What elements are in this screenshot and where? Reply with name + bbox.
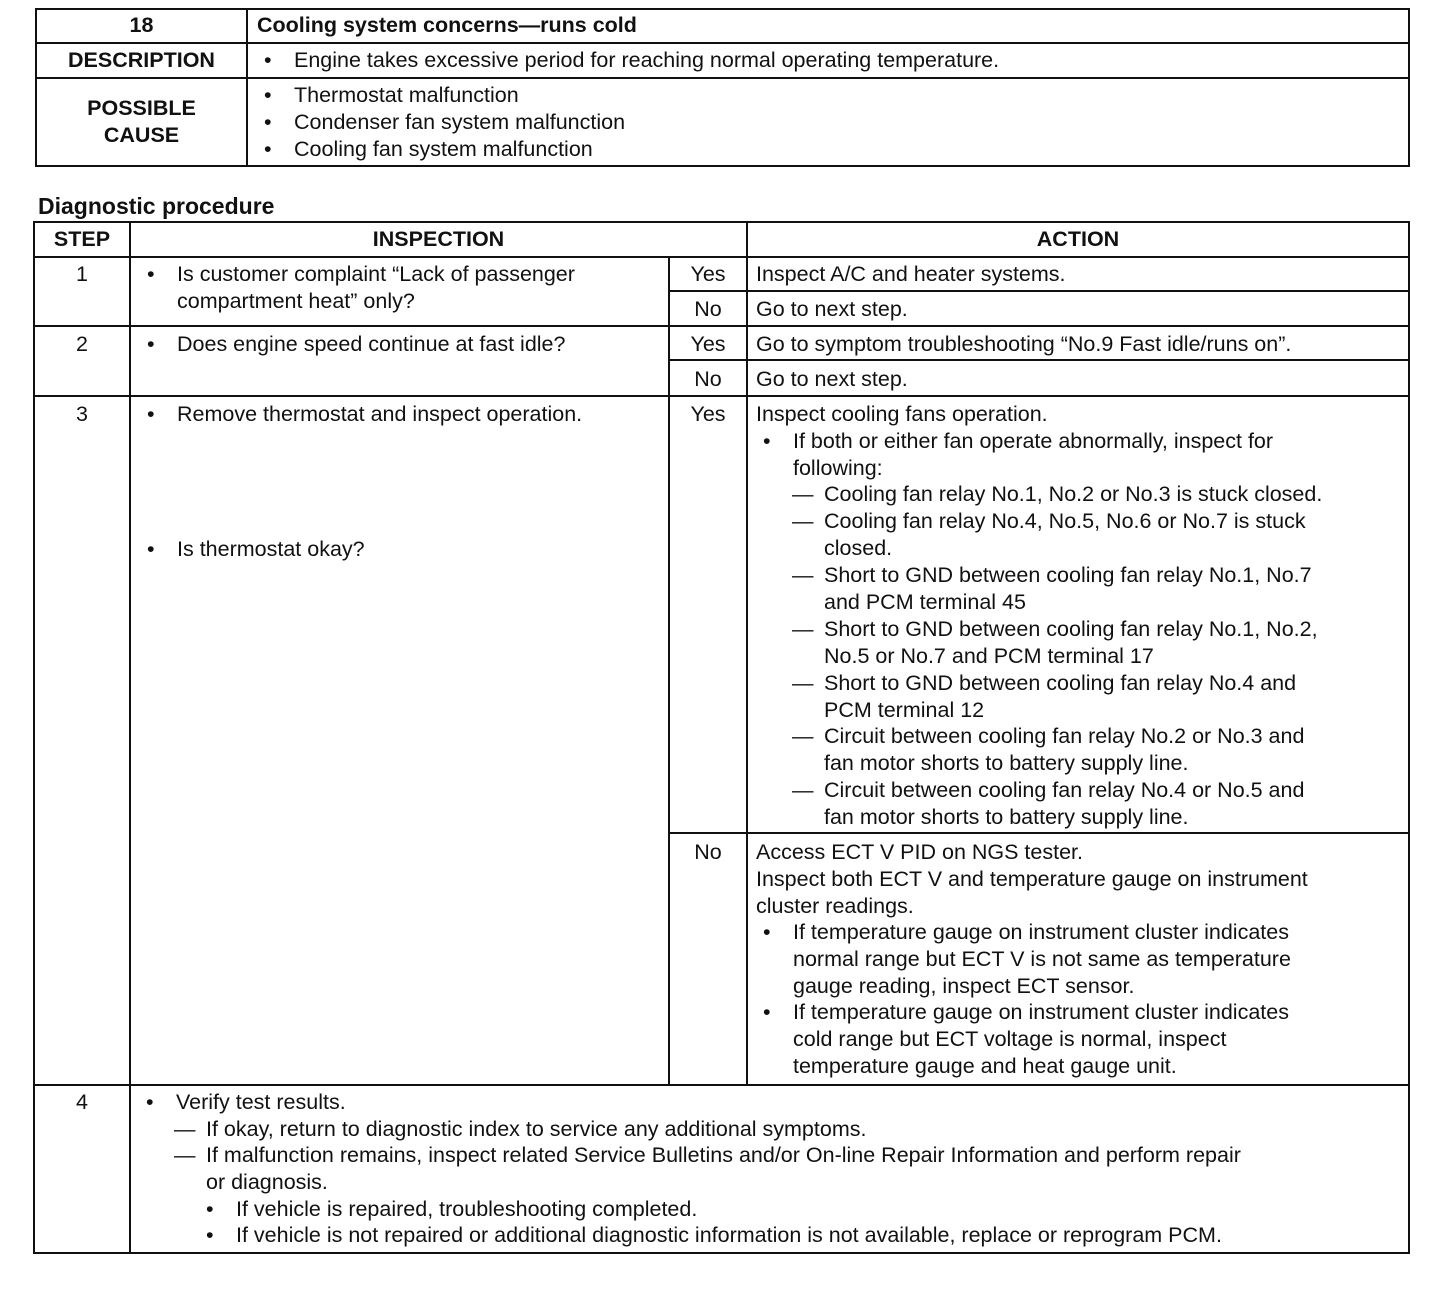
cause-item: • Condenser fan system malfunction: [294, 109, 625, 136]
header-inspection: INSPECTION: [372, 227, 505, 251]
step3-yes-intro: Inspect cooling fans operation.: [756, 402, 1048, 426]
step-number: 2: [76, 332, 88, 356]
step1-no-action: Go to next step.: [756, 297, 908, 321]
divider: [668, 359, 1410, 361]
step3-no-intro-line: Access ECT V PID on NGS tester.: [756, 840, 1083, 864]
divider: [668, 290, 1410, 292]
step3-yes-dash-line: — Short to GND between cooling fan relay No.1, No.7: [824, 562, 1312, 589]
divider: [246, 8, 248, 167]
step2-inspection: • Does engine speed continue at fast idle?: [177, 331, 565, 358]
step-number: 3: [76, 402, 88, 426]
divider: [668, 832, 1410, 834]
step3-yes-bullet-line: • If both or either fan operate abnormally, inspect for: [793, 428, 1273, 455]
step3-no-bullet-line: • If temperature gauge on instrument cluster indicates: [793, 999, 1289, 1026]
divider: [33, 1084, 1410, 1086]
yes-label: Yes: [690, 332, 726, 356]
step1-inspection-line: compartment heat” only?: [177, 289, 415, 313]
step3-yes-dash-line: — Cooling fan relay No.1, No.2 or No.3 is stuck closed.: [824, 481, 1322, 508]
step3-no-bullet-line: normal range but ECT V is not same as temperature: [793, 947, 1291, 971]
step4-dash-line: — If okay, return to diagnostic index to service any additional symptoms.: [206, 1116, 866, 1143]
divider: [35, 77, 1410, 79]
step3-no-bullet-line: cold range but ECT voltage is normal, inspect: [793, 1027, 1227, 1051]
no-label: No: [694, 367, 722, 391]
step3-no-intro-line: Inspect both ECT V and temperature gauge on instrument: [756, 867, 1308, 891]
no-label: No: [694, 840, 722, 864]
divider: [33, 395, 1410, 397]
divider: [746, 221, 748, 1085]
step4-bullet: • Verify test results.: [176, 1089, 346, 1116]
step3-yes-dash-line: — Circuit between cooling fan relay No.4 or No.5 and: [824, 777, 1304, 804]
step1-yes-action: Inspect A/C and heater systems.: [756, 262, 1066, 286]
header-step: STEP: [53, 227, 111, 251]
description-label: DESCRIPTION: [68, 48, 215, 72]
step3-yes-dash-line: No.5 or No.7 and PCM terminal 17: [824, 644, 1154, 668]
step3-yes-bullet-line: following:: [793, 456, 883, 480]
divider: [129, 221, 131, 1254]
symptom-number: 18: [129, 13, 154, 37]
step3-no-intro-line: cluster readings.: [756, 894, 914, 918]
step3-yes-dash-line: closed.: [824, 536, 893, 560]
step3-yes-dash-line: fan motor shorts to battery supply line.: [824, 751, 1189, 775]
step-number: 1: [76, 262, 88, 286]
yes-label: Yes: [690, 402, 726, 426]
cause-label-line-1: POSSIBLE: [87, 96, 196, 120]
cause-item: • Thermostat malfunction: [294, 82, 519, 109]
symptom-title: Cooling system concerns—runs cold: [257, 13, 637, 37]
cause-item: • Cooling fan system malfunction: [294, 136, 593, 163]
step4-sub-bullet: • If vehicle is not repaired or additional diagnostic information is not available, replace or reprogram PCM.: [236, 1222, 1222, 1249]
divider: [35, 42, 1410, 44]
step3-yes-dash-line: PCM terminal 12: [824, 698, 985, 722]
step4-dash-line: — If malfunction remains, inspect related Service Bulletins and/or On-line Repair Information and perform repair: [206, 1142, 1241, 1169]
step2-no-action: Go to next step.: [756, 367, 908, 391]
step3-yes-dash-line: — Short to GND between cooling fan relay No.1, No.2,: [824, 616, 1318, 643]
step-number: 4: [76, 1090, 88, 1114]
header-action: ACTION: [1036, 227, 1120, 251]
yes-label: Yes: [690, 262, 726, 286]
step3-no-bullet-line: temperature gauge and heat gauge unit.: [793, 1054, 1177, 1078]
step3-inspection-line: • Is thermostat okay?: [177, 536, 365, 563]
step3-yes-dash-line: fan motor shorts to battery supply line.: [824, 805, 1189, 829]
step3-yes-dash-line: and PCM terminal 45: [824, 590, 1026, 614]
description-text: • Engine takes excessive period for reaching normal operating temperature.: [294, 47, 999, 74]
divider: [33, 325, 1410, 327]
step3-inspection-line: • Remove thermostat and inspect operation.: [177, 401, 582, 428]
step3-yes-dash-line: — Cooling fan relay No.4, No.5, No.6 or No.7 is stuck: [824, 508, 1306, 535]
step3-yes-dash-line: — Circuit between cooling fan relay No.2 or No.3 and: [824, 723, 1304, 750]
cause-label-line-2: CAUSE: [103, 123, 180, 147]
step3-no-bullet-line: gauge reading, inspect ECT sensor.: [793, 974, 1135, 998]
step3-no-bullet-line: • If temperature gauge on instrument cluster indicates: [793, 919, 1289, 946]
step3-yes-dash-line: — Short to GND between cooling fan relay No.4 and: [824, 670, 1296, 697]
procedure-heading: Diagnostic procedure: [38, 193, 275, 219]
step4-dash-line: or diagnosis.: [206, 1170, 328, 1194]
no-label: No: [694, 297, 722, 321]
divider: [33, 256, 1410, 258]
step1-inspection-line: • Is customer complaint “Lack of passenger: [177, 261, 575, 288]
step4-sub-bullet: • If vehicle is repaired, troubleshooting completed.: [236, 1196, 697, 1223]
step2-yes-action: Go to symptom troubleshooting “No.9 Fast idle/runs on”.: [756, 332, 1292, 356]
